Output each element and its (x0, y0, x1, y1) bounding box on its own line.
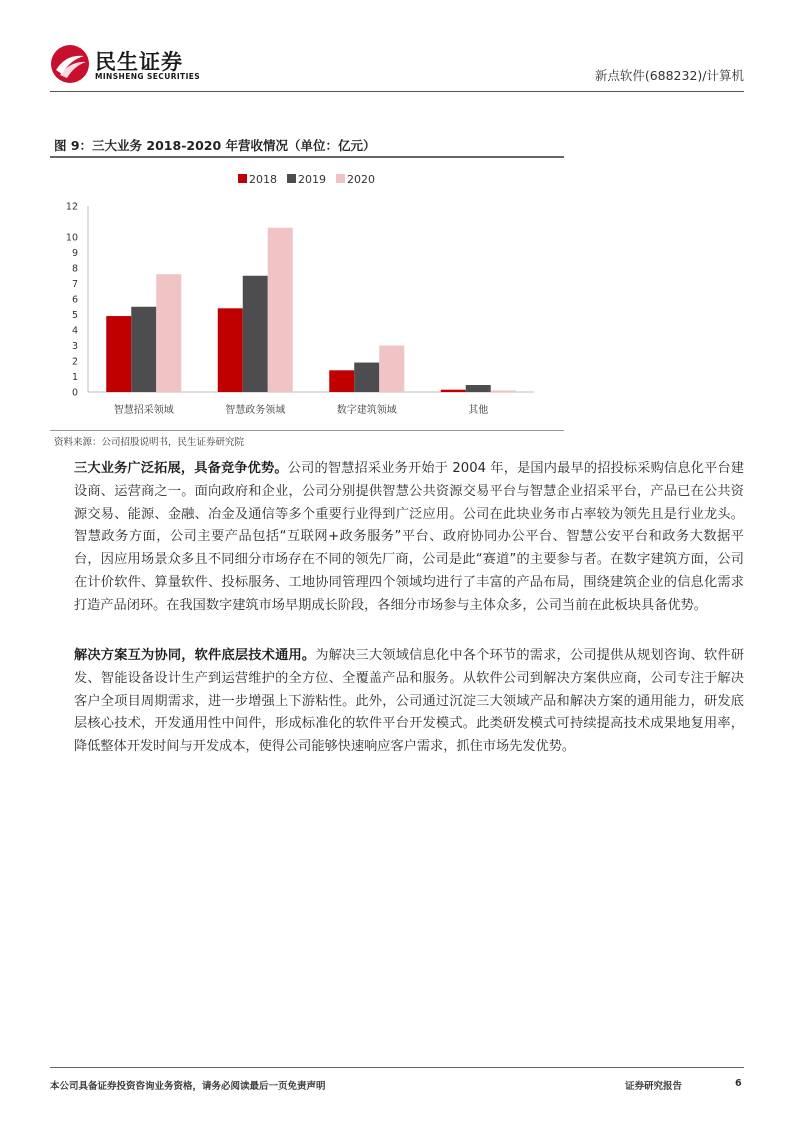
y-tick-label: 5 (71, 310, 78, 321)
minsheng-logo-icon (50, 44, 90, 84)
bar-2020 (491, 390, 516, 392)
footer-disclaimer: 本公司具备证券投资咨询业务资格，请务必阅读最后一页免责声明 (50, 1081, 326, 1092)
y-tick-label: 12 (65, 201, 78, 213)
x-tick-label: 智慧招采领域 (113, 405, 174, 416)
paragraph-solutions (74, 645, 744, 759)
y-tick-label: 10 (65, 232, 78, 244)
y-tick-label: 0 (71, 387, 78, 399)
bar-2018 (218, 308, 243, 392)
legend-label: 2018 (249, 173, 277, 186)
source-divider (50, 430, 564, 431)
legend-label: 2020 (347, 173, 375, 186)
header-divider (50, 91, 744, 92)
bar-2020 (156, 274, 181, 392)
paragraph-text: 公司的智慧招采业务开始于 2004 年，是国内最早的招投标采购信息化平台建设商、运营商之一。面向政府和企业，公司分别提供智慧公共资源交易平台与智慧企业招采平台，产品已在公共资源交易、能源、金融、冶金及通信等多个重要行业得到广泛应用。公司在此块业务市占率较为领先且是行业龙头。智慧政务方面，公司主要产品包括“互联网+政务服务”平台、政府协同办公平台、智慧公安平台和政务大数据平台，因应用场景众多且不同细分市场存在不同的领先厂商，公司是此“赛道”的主要参与者。在数字建筑方面，公司在计价软件、算量软件、投标服务、工地协同管理四个领域均进行了丰富的产品布局，围绕建筑企业的信息化需求打造产品闭环。在我国数字建筑市场早期成长阶段，各细分市场参与主体众多，公司当前在此板块具备优势。 (74, 461, 744, 613)
page-number: 6 (735, 1078, 742, 1089)
x-tick-label: 其他 (468, 405, 489, 416)
legend-swatch-2018 (238, 174, 247, 183)
legend-swatch-2020 (336, 174, 345, 183)
bar-2018 (106, 316, 131, 392)
bar-2020 (268, 228, 293, 392)
y-tick-label: 8 (71, 263, 78, 275)
paragraph-heading: 三大业务广泛拓展，具备竞争优势。 (74, 461, 288, 476)
figure-source: 资料来源：公司招股说明书，民生证券研究院 (54, 437, 245, 448)
figure-title: 图 9：三大业务 2018-2020 年营收情况（单位：亿元） (54, 138, 376, 153)
y-tick-label: 2 (71, 356, 78, 368)
revenue-bar-chart (50, 163, 564, 425)
y-tick-label: 9 (71, 248, 78, 259)
brand-name-en: MINSHENG SECURITIES (95, 72, 201, 81)
bar-2018 (441, 390, 466, 392)
legend-swatch-2019 (287, 174, 296, 183)
bar-2020 (379, 346, 404, 393)
bar-2018 (329, 370, 354, 392)
paragraph-three-businesses (74, 458, 744, 618)
footer-report-type: 证券研究报告 (625, 1081, 683, 1092)
bar-2019 (466, 385, 491, 392)
bar-2019 (131, 307, 156, 392)
y-tick-label: 1 (71, 372, 78, 383)
bar-2019 (243, 276, 268, 392)
figure-title-divider (50, 156, 564, 158)
x-tick-label: 数字建筑领域 (336, 405, 397, 416)
bar-2019 (354, 363, 379, 392)
x-tick-label: 智慧政务领域 (225, 405, 286, 416)
brand-name-cn: 民生证券 (95, 50, 183, 74)
y-tick-label: 6 (71, 294, 78, 306)
paragraph-text: 为解决三大领域信息化中各个环节的需求，公司提供从规划咨询、软件研发、智能设备设计生产到运营维护的全方位、全覆盖产品和服务。从软件公司到解决方案供应商，公司专注于解决客户全项目周期需求，进一步增强上下游粘性。此外，公司通过沉淀三大领域产品和解决方案的通用能力，研发底层核心技术，开发通用性中间件，形成标准化的软件平台开发模式。此类研发模式可持续提高技术成果地复用率，降低整体开发时间与开发成本，使得公司能够快速响应客户需求，抓住市场先发优势。 (74, 648, 745, 755)
y-tick-label: 4 (71, 325, 78, 337)
legend-label: 2019 (298, 173, 326, 186)
paragraph-heading: 解决方案互为协同，软件底层技术通用。 (74, 648, 316, 663)
y-tick-label: 7 (71, 279, 78, 290)
document-title: 新点软件(688232)/计算机 (594, 68, 744, 83)
footer-divider (50, 1067, 744, 1068)
y-tick-label: 3 (71, 341, 78, 352)
